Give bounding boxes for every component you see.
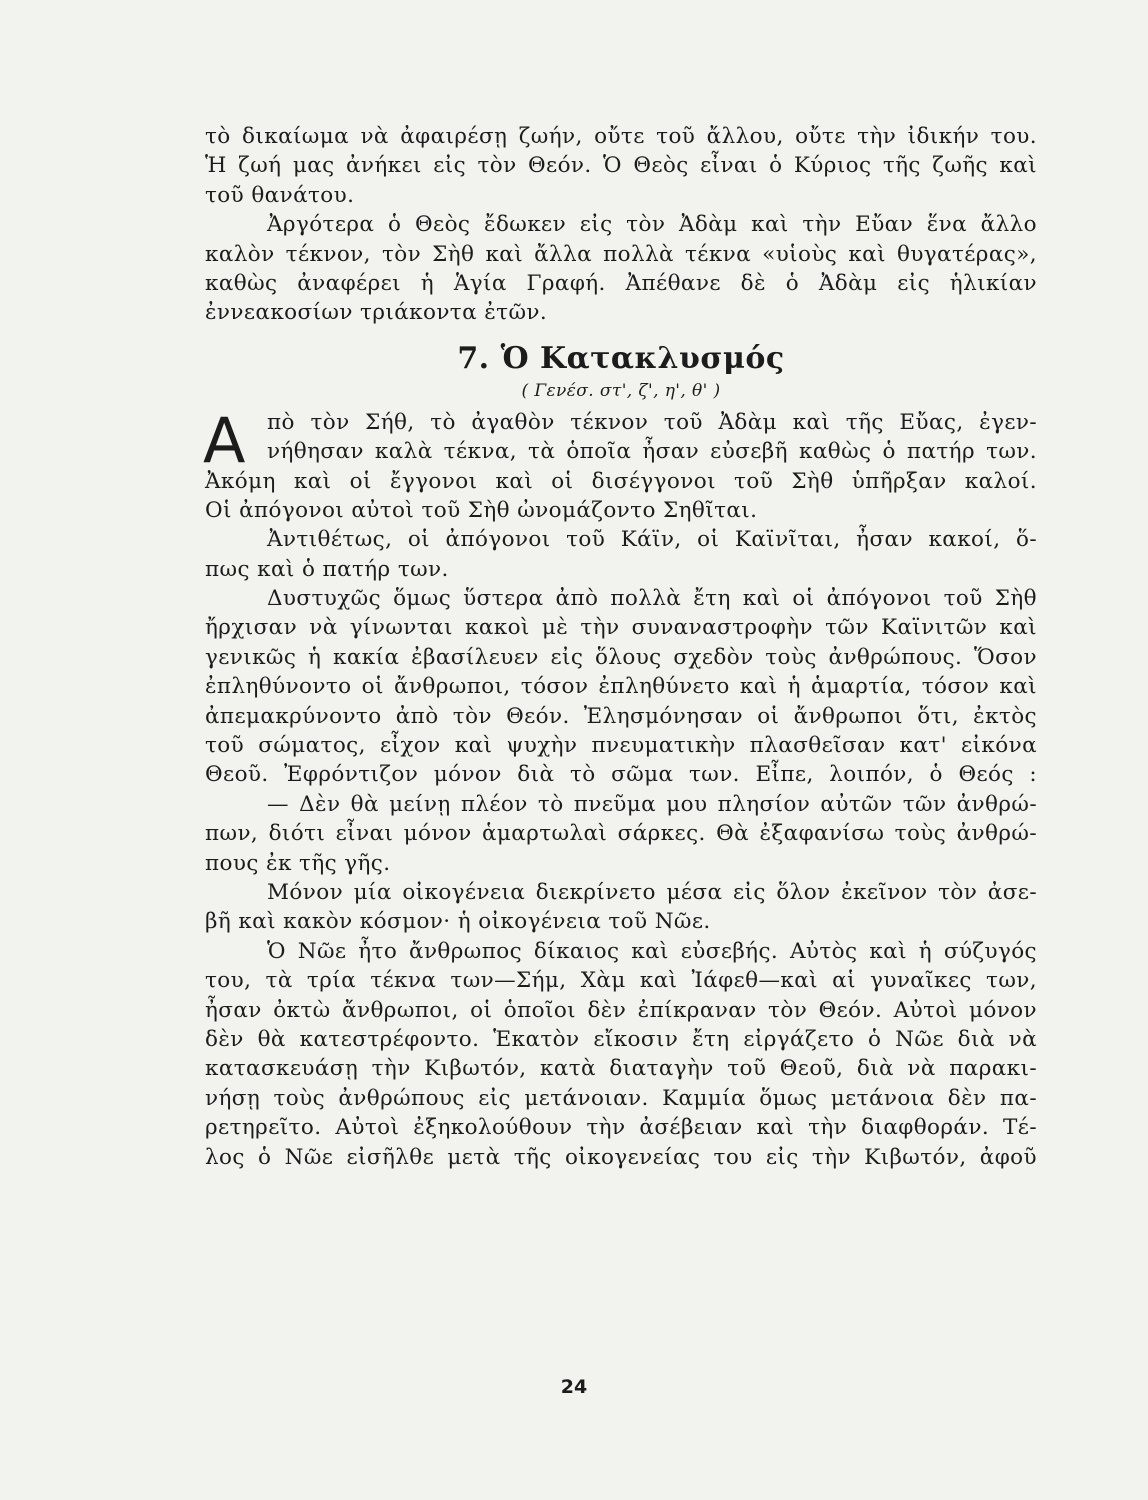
text-line: Ἀκόμη καὶ οἱ ἔγγονοι καὶ οἱ δισέγγονοι τοῦ Σὴθ ὑπῆρξαν καλοί. <box>205 468 1037 494</box>
text-line: δὲν θὰ κατεστρέφοντο. Ἑκατὸν εἴκοσιν ἔτη εἰργάζετο ὁ Νῶε διὰ νὰ <box>205 1026 1037 1052</box>
section-reference: ( Γενέσ. στ', ζ', η', θ' ) <box>521 380 721 401</box>
text-line: πως καὶ ὁ πατήρ των. <box>205 556 449 582</box>
text-line: πους ἐκ τῆς γῆς. <box>205 850 391 876</box>
page-text <box>205 122 1037 1172</box>
text-line: Ἡ ζωή μας ἀνήκει εἰς τὸν Θεόν. Ὁ Θεὸς εἶναι ὁ Κύριος τῆς ζωῆς καὶ <box>205 153 1037 179</box>
text-line: ἦσαν ὀκτὼ ἄνθρωποι, οἱ ὁποῖοι δὲν ἐπίκραναν τὸν Θεόν. Αὐτοὶ μόνον <box>205 997 1037 1023</box>
text-line: πων, διότι εἶναι μόνον ἁμαρτωλαὶ σάρκες. Θὰ ἐξαφανίσω τοὺς ἀνθρώ- <box>205 821 1037 847</box>
body-text <box>205 467 1037 1172</box>
text-line: πὸ τὸν Σήθ, τὸ ἀγαθὸν τέκνον τοῦ Ἀδὰμ καὶ τῆς Εὔας, ἐγεν- <box>267 409 1037 435</box>
text-line: κατασκευάσῃ τὴν Κιβωτόν, κατὰ διαταγὴν τοῦ Θεοῦ, διὰ νὰ παρακι- <box>205 1056 1037 1082</box>
text-line: νήθησαν καλὰ τέκνα, τὰ ὁποῖα ἦσαν εὐσεβῆ καθὼς ὁ πατήρ των. <box>267 439 1037 465</box>
text-line: Ἀργότερα ὁ Θεὸς ἔδωκεν εἰς τὸν Ἀδὰμ καὶ τὴν Εὔαν ἕνα ἄλλο <box>267 212 1037 238</box>
text-line: τοῦ θανάτου. <box>205 182 355 208</box>
text-line: ἐπληθύνοντο οἱ ἄνθρωποι, τόσον ἐπληθύνετο καὶ ἡ ἁμαρτία, τόσον καὶ <box>205 674 1037 700</box>
text-line: Θεοῦ. Ἐφρόντιζον μόνον διὰ τὸ σῶμα των. Εἶπε, λοιπόν, ὁ Θεός : <box>205 762 1037 788</box>
text-line: Δυστυχῶς ὅμως ὕστερα ἀπὸ πολλὰ ἔτη καὶ οἱ ἀπόγονοι τοῦ Σὴθ <box>267 586 1037 612</box>
text-line: ἀπεμακρύνοντο ἀπὸ τὸν Θεόν. Ἐλησμόνησαν οἱ ἄνθρωποι ὅτι, ἐκτὸς <box>205 703 1037 729</box>
text-line: καλὸν τέκνον, τὸν Σὴθ καὶ ἄλλα πολλὰ τέκνα «υἱοὺς καὶ θυγατέρας», <box>205 241 1037 267</box>
page-number: 24 <box>560 1376 588 1398</box>
text-line: λος ὁ Νῶε εἰσῆλθε μετὰ τῆς οἰκογενείας του εἰς τὴν Κιβωτόν, ἀφοῦ <box>205 1144 1037 1170</box>
drop-cap-letter: Α <box>203 403 246 477</box>
text-line: Οἱ ἀπόγονοι αὐτοὶ τοῦ Σὴθ ὠνομάζοντο Σηθῖται. <box>205 497 758 523</box>
text-line: — Δὲν θὰ μείνῃ πλέον τὸ πνεῦμα μου πλησίον αὐτῶν τῶν ἀνθρώ- <box>267 791 1037 817</box>
text-line: Μόνον μία οἰκογένεια διεκρίνετο μέσα εἰς ὅλον ἐκεῖνον τὸν ἀσε- <box>267 879 1037 905</box>
text-line: ἤρχισαν νὰ γίνωνται κακοὶ μὲ τὴν συναναστροφὴν τῶν Καϊνιτῶν καὶ <box>205 615 1037 641</box>
paragraph-adam-death <box>205 210 1037 328</box>
text-line: Ἀντιθέτως, οἱ ἀπόγονοι τοῦ Κάϊν, οἱ Καϊνῖται, ἦσαν κακοί, ὅ- <box>267 527 1037 553</box>
text-line: Ὁ Νῶε ἦτο ἄνθρωπος δίκαιος καὶ εὐσεβής. Αὐτὸς καὶ ἡ σύζυγός <box>267 938 1037 964</box>
text-line: βῆ καὶ κακὸν κόσμον· ἡ οἰκογένεια τοῦ Νῶε. <box>205 909 711 935</box>
text-line: ἐννεακοσίων τριάκοντα ἐτῶν. <box>205 300 548 326</box>
text-line: τὸ δικαίωμα νὰ ἀφαιρέσῃ ζωήν, οὔτε τοῦ ἄλλου, οὔτε τὴν ἰδικήν του. <box>205 124 1037 149</box>
section-title: 7. Ὁ Κατακλυσμός <box>457 340 785 376</box>
text-line: ρετηρεῖτο. Αὐτοὶ ἐξηκολούθουν τὴν ἀσέβειαν καὶ τὴν διαφθοράν. Τέ- <box>205 1115 1037 1141</box>
text-line: γενικῶς ἡ κακία ἐβασίλευεν εἰς ὅλους σχεδὸν τοὺς ἀνθρώπους. Ὅσον <box>205 644 1037 670</box>
text-line: του, τὰ τρία τέκνα των—Σήμ, Χὰμ καὶ Ἰάφεθ—καὶ αἱ γυναῖκες των, <box>205 968 1037 994</box>
text-line: τοῦ σώματος, εἶχον καὶ ψυχὴν πνευματικὴν πλασθεῖσαν κατ' εἰκόνα <box>205 733 1037 759</box>
text-line: καθὼς ἀναφέρει ἡ Ἁγία Γραφή. Ἀπέθανε δὲ ὁ Ἀδὰμ εἰς ἡλικίαν <box>205 270 1037 296</box>
dropcap-paragraph <box>203 403 1037 477</box>
text-line: νήσῃ τοὺς ἀνθρώπους εἰς μετάνοιαν. Καμμία ὅμως μετάνοια δὲν πα- <box>205 1085 1037 1111</box>
intro-paragraph <box>205 122 1037 210</box>
